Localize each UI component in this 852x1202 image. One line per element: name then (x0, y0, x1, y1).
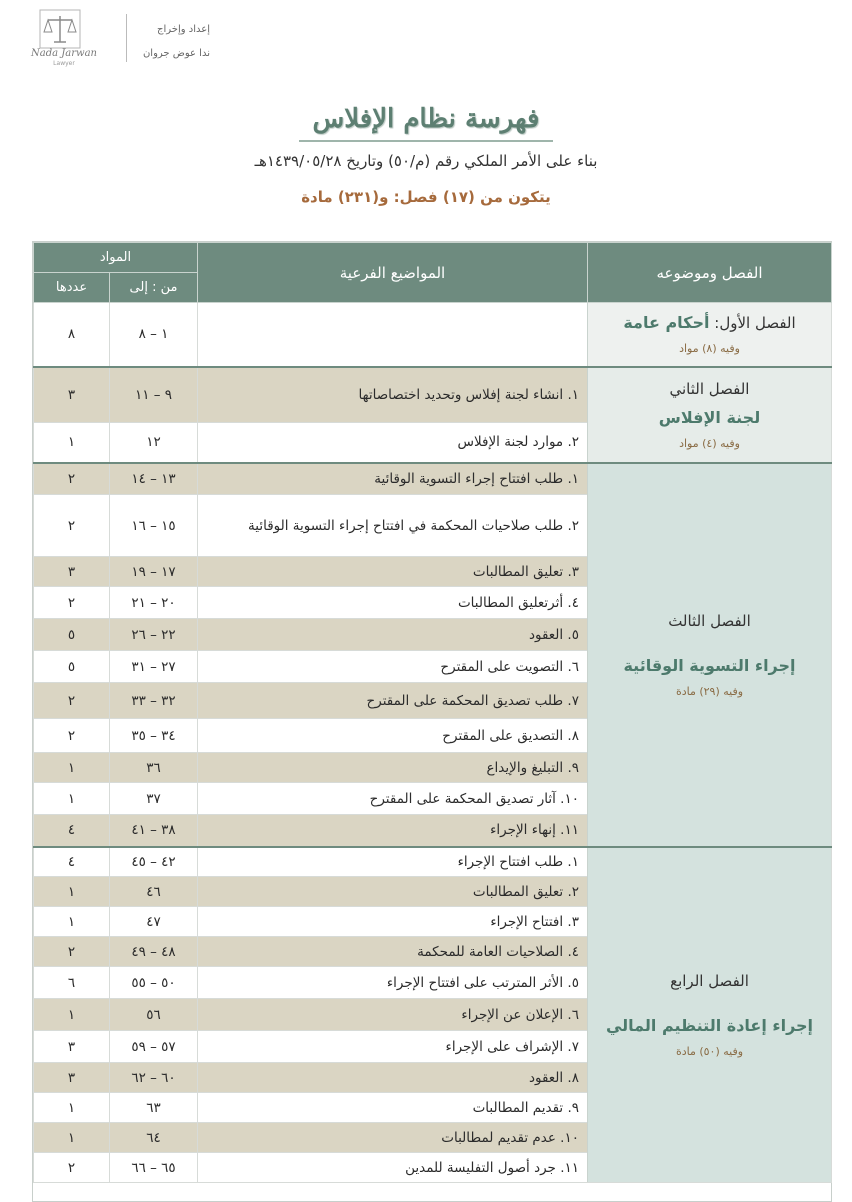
row-range: ١٢ (110, 423, 198, 463)
row-count: ٢ (34, 719, 110, 753)
table-row (34, 847, 832, 877)
row-topic: ٩. التبليغ والإيداع (198, 753, 588, 783)
row-range: ٦٣ (110, 1093, 198, 1123)
row-count: ٥ (34, 619, 110, 651)
row-count: ٢ (34, 1153, 110, 1183)
row-range: ٤٦ (110, 877, 198, 907)
logo (30, 8, 210, 68)
row-topic: ٢. موارد لجنة الإفلاس (198, 423, 588, 463)
row-topic: ٤. أثرتعليق المطالبات (198, 587, 588, 619)
row-count: ١ (34, 1093, 110, 1123)
page-title-wrap (0, 104, 852, 142)
row-topic: ١. انشاء لجنة إفلاس وتحديد اختصاصاتها (198, 367, 588, 423)
row-count: ٣ (34, 1063, 110, 1093)
row-topic: ٩. تقديم المطالبات (198, 1093, 588, 1123)
index-table-wrap (32, 241, 832, 1202)
table-row (34, 463, 832, 495)
row-range: ٤٢ – ٤٥ (110, 847, 198, 877)
credit-line-2: ندا عوض جروان (142, 48, 210, 59)
row-topic: ١٠. عدم تقديم لمطالبات (198, 1123, 588, 1153)
chapter-1-cell (588, 303, 832, 367)
logo-credit (138, 18, 210, 66)
credit-line-1: إعداد وإخراج (157, 24, 210, 35)
logo-divider (126, 14, 127, 62)
chapter-2-note: وفيه (٤) مواد (679, 436, 740, 450)
header-topics: المواضيع الفرعية (198, 243, 588, 303)
row-range: ١ – ٨ (110, 303, 198, 367)
row-count: ١ (34, 907, 110, 937)
table-row (34, 367, 832, 423)
row-topic: ٢. طلب صلاحيات المحكمة في افتتاح إجراء التسوية الوقائية (198, 495, 588, 557)
row-count: ٣ (34, 557, 110, 587)
chapter-1-heading (596, 313, 823, 332)
row-count: ١ (34, 753, 110, 783)
page-summary: يتكون من (١٧) فصل: و(٢٣١) مادة (301, 188, 551, 206)
chapter-1-prefix: الفصل الأول: (714, 314, 796, 333)
row-count: ٤ (34, 847, 110, 877)
row-topic: ٨. التصديق على المقترح (198, 719, 588, 753)
row-count: ٨ (34, 303, 110, 367)
page-subtitle: بناء على الأمر الملكي رقم (م/٥٠) وتاريخ ١٤٣٩/٠٥/٢٨هـ (254, 152, 598, 170)
row-range: ٢٧ – ٣١ (110, 651, 198, 683)
row-range: ٥٠ – ٥٥ (110, 967, 198, 999)
chapter-3-note: وفيه (٢٩) مادة (675, 684, 744, 698)
row-count: ١ (34, 1123, 110, 1153)
row-range: ٢٠ – ٢١ (110, 587, 198, 619)
row-topic (198, 303, 588, 367)
row-topic: ٢. تعليق المطالبات (198, 877, 588, 907)
row-topic: ١. طلب افتتاح إجراء التسوية الوقائية (198, 463, 588, 495)
chapter-3-title: الفصل الثالث (668, 611, 751, 630)
row-range: ١٣ – ١٤ (110, 463, 198, 495)
row-topic: ٨. العقود (198, 1063, 588, 1093)
row-topic: ٥. الأثر المترتب على افتتاح الإجراء (198, 967, 588, 999)
row-count: ٥ (34, 651, 110, 683)
row-topic: ٧. طلب تصديق المحكمة على المقترح (198, 683, 588, 719)
row-count: ٤ (34, 815, 110, 847)
chapter-1-note: وفيه (٨) مواد (679, 342, 740, 356)
chapter-4-name: إجراء إعادة التنظيم المالي (605, 1015, 814, 1035)
row-range: ٣٨ – ٤١ (110, 815, 198, 847)
header-range: من : إلى (110, 273, 198, 303)
row-topic: ٣. افتتاح الإجراء (198, 907, 588, 937)
row-range: ٤٧ (110, 907, 198, 937)
row-count: ١ (34, 999, 110, 1031)
row-topic: ٣. تعليق المطالبات (198, 557, 588, 587)
row-range: ٥٧ – ٥٩ (110, 1031, 198, 1063)
chapter-4-cell (588, 847, 832, 1183)
row-topic: ٦. التصويت على المقترح (198, 651, 588, 683)
header-chapter: الفصل وموضوعه (588, 243, 832, 303)
logo-brand: Nada Jarwan (31, 48, 97, 59)
page-title: فهرسة نظام الإفلاس (299, 104, 554, 142)
row-range: ٩ – ١١ (110, 367, 198, 423)
row-range: ٥٦ (110, 999, 198, 1031)
chapter-4-note: وفيه (٥٠) مادة (675, 1044, 744, 1058)
index-table (33, 242, 832, 1183)
row-count: ٢ (34, 495, 110, 557)
row-range: ٦٠ – ٦٢ (110, 1063, 198, 1093)
row-topic: ١١. جرد أصول التفليسة للمدين (198, 1153, 588, 1183)
table-row (34, 303, 832, 367)
row-count: ١ (34, 423, 110, 463)
row-range: ٣٢ – ٣٣ (110, 683, 198, 719)
row-range: ٦٥ – ٦٦ (110, 1153, 198, 1183)
chapter-2-name: لجنة الإفلاس (658, 407, 761, 427)
row-range: ٣٤ – ٣٥ (110, 719, 198, 753)
row-topic: ٤. الصلاحيات العامة للمحكمة (198, 937, 588, 967)
row-topic: ٦. الإعلان عن الإجراء (198, 999, 588, 1031)
row-range: ٣٧ (110, 783, 198, 815)
chapter-3-cell (588, 463, 832, 847)
chapter-3-name: إجراء التسوية الوقائية (623, 655, 796, 675)
row-topic: ١. طلب افتتاح الإجراء (198, 847, 588, 877)
chapter-4-title: الفصل الرابع (670, 971, 749, 990)
row-count: ٢ (34, 587, 110, 619)
chapter-2-title: الفصل الثاني (669, 379, 750, 398)
row-range: ١٧ – ١٩ (110, 557, 198, 587)
chapter-2-cell (588, 367, 832, 463)
row-count: ٢ (34, 683, 110, 719)
row-topic: ٥. العقود (198, 619, 588, 651)
header-articles: المواد (34, 243, 198, 273)
row-count: ٣ (34, 1031, 110, 1063)
logo-brand-sub: Lawyer (53, 60, 75, 67)
row-count: ٢ (34, 463, 110, 495)
row-topic: ٧. الإشراف على الإجراء (198, 1031, 588, 1063)
row-count: ٦ (34, 967, 110, 999)
chapter-1-name: أحكام عامة (623, 313, 710, 333)
row-count: ٢ (34, 937, 110, 967)
row-count: ١ (34, 877, 110, 907)
row-range: ١٥ – ١٦ (110, 495, 198, 557)
row-topic: ١١. إنهاء الإجراء (198, 815, 588, 847)
row-range: ٢٢ – ٢٦ (110, 619, 198, 651)
row-range: ٦٤ (110, 1123, 198, 1153)
row-range: ٣٦ (110, 753, 198, 783)
row-count: ١ (34, 783, 110, 815)
header-count: عددها (34, 273, 110, 303)
row-topic: ١٠. آثار تصديق المحكمة على المقترح (198, 783, 588, 815)
row-range: ٤٨ – ٤٩ (110, 937, 198, 967)
row-count: ٣ (34, 367, 110, 423)
